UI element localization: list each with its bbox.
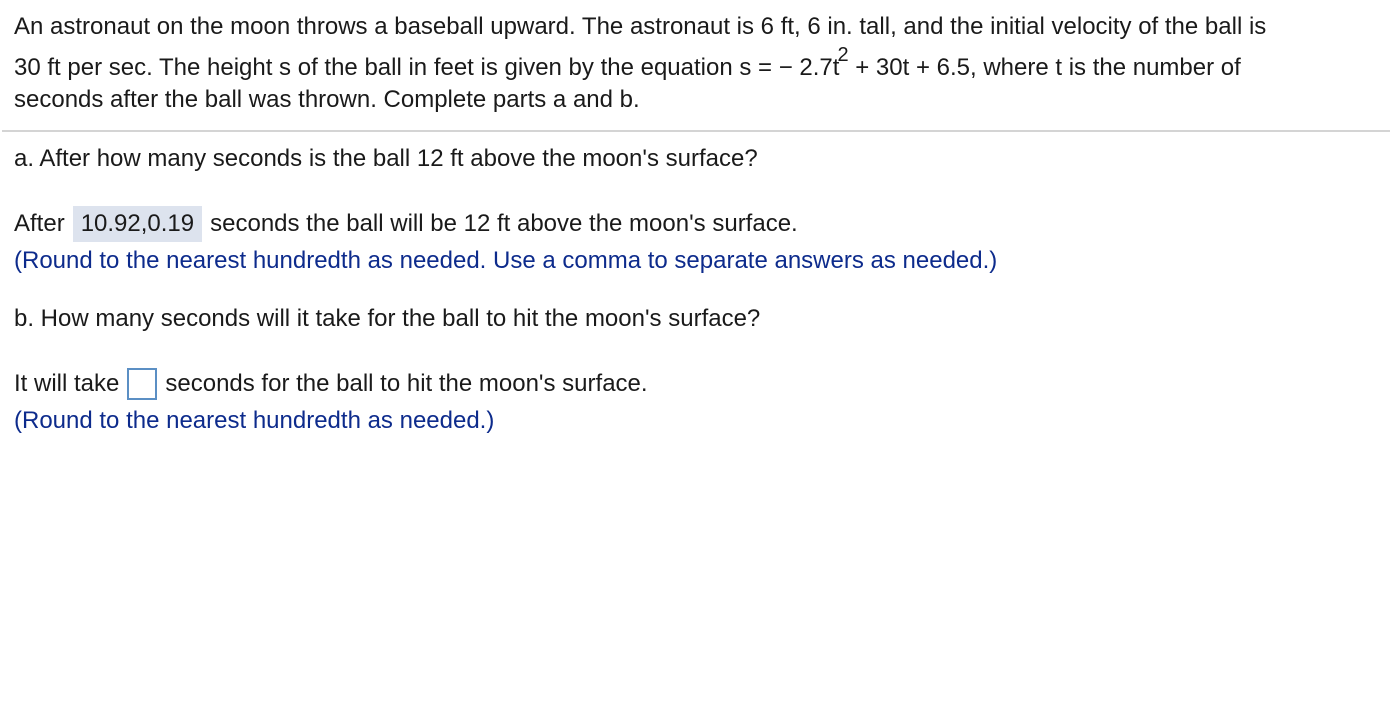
equation-term-1: − 2.7t: [778, 54, 840, 81]
problem-line-2-suffix: , where t is the number of: [970, 54, 1241, 81]
height-equation: [778, 44, 970, 81]
equation-exponent: 2: [837, 44, 849, 66]
part-b-question: b. How many seconds will it take for the ball to hit the moon's surface?: [14, 305, 761, 332]
part-a-answer-field[interactable]: 10.92,0.19: [73, 206, 202, 242]
problem-line-3: seconds after the ball was thrown. Complete parts a and b.: [14, 86, 640, 113]
part-a-answer-row: [14, 206, 798, 242]
part-a-question: a. After how many seconds is the ball 12 ft above the moon's surface?: [14, 145, 758, 172]
part-b-answer-row: [14, 366, 648, 402]
part-b-answer-suffix: seconds for the ball to hit the moon's surface.: [165, 370, 648, 397]
problem-statement: [14, 8, 1384, 119]
problem-line-2-prefix: 30 ft per sec. The height s of the ball in feet is given by the equation s =: [14, 54, 779, 81]
part-a-hint: (Round to the nearest hundredth as needed. Use a comma to separate answers as needed.): [14, 247, 998, 274]
section-divider: [2, 130, 1390, 132]
part-b-hint: (Round to the nearest hundredth as needed.): [14, 407, 495, 434]
part-b-answer-prefix: It will take: [14, 370, 120, 397]
part-b-answer-field[interactable]: [127, 368, 157, 400]
problem-line-2: [14, 43, 1384, 85]
part-a-answer-prefix: After: [14, 210, 65, 237]
equation-term-2: + 30t + 6.5: [848, 54, 970, 81]
problem-line-1: An astronaut on the moon throws a baseball upward. The astronaut is 6 ft, 6 in. tall, and the initial velocity of the ball is: [14, 13, 1267, 40]
part-a-answer-suffix: seconds the ball will be 12 ft above the moon's surface.: [210, 210, 798, 237]
